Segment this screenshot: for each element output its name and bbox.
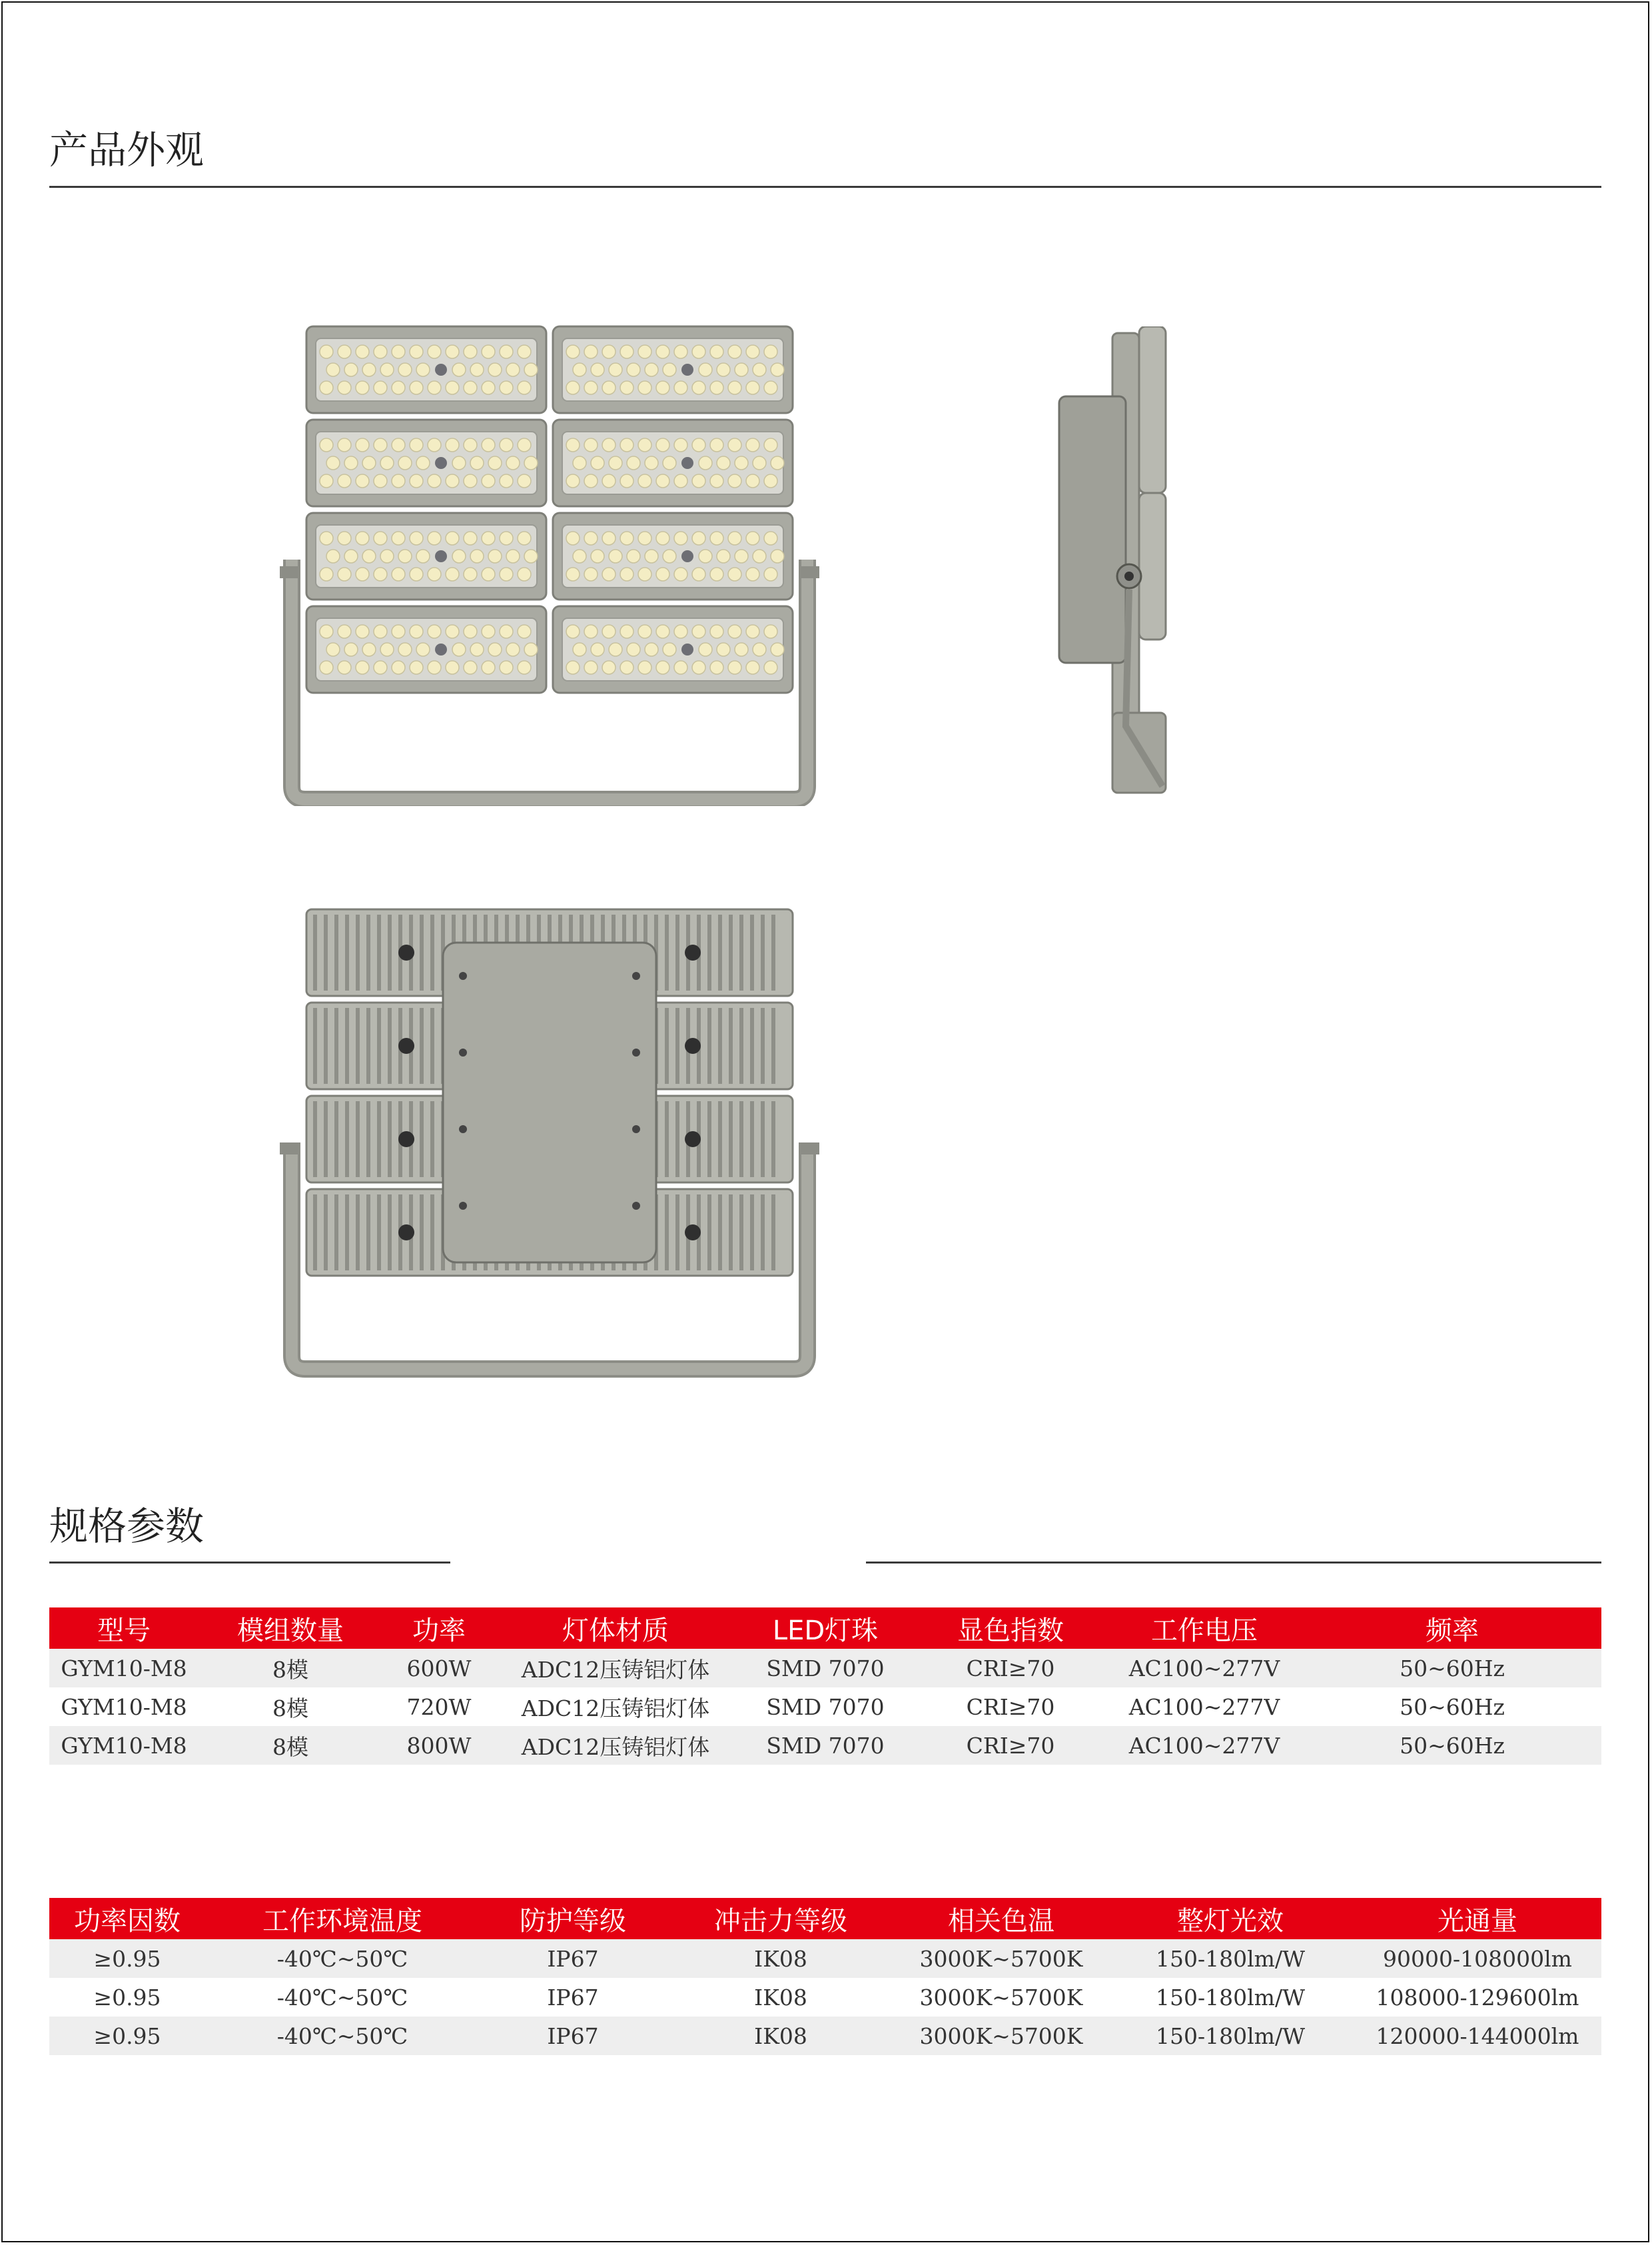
- table2-header: 功率因数: [49, 1898, 205, 1939]
- table-cell: 600W: [382, 1649, 496, 1687]
- table-cell: 3000K~5700K: [895, 1978, 1107, 2017]
- spec-table-1: [49, 1607, 1601, 1765]
- table-cell: AC100~277V: [1106, 1649, 1303, 1687]
- table1-header: 型号: [49, 1607, 199, 1649]
- table-cell: GYM10-M8: [49, 1687, 199, 1726]
- table-cell: 120000-144000lm: [1354, 2017, 1601, 2055]
- table-cell: IK08: [666, 2017, 895, 2055]
- table-cell: 90000-108000lm: [1354, 1939, 1601, 1978]
- table-row: [49, 1978, 1601, 2017]
- table-cell: 50~60Hz: [1303, 1726, 1601, 1765]
- table1-header-row: [49, 1607, 1601, 1649]
- table-cell: 150-180lm/W: [1107, 2017, 1354, 2055]
- table-cell: IP67: [480, 1939, 666, 1978]
- appearance-title: 产品外观: [49, 127, 205, 173]
- table-cell: ADC12压铸铝灯体: [496, 1726, 735, 1765]
- floodlight-back-view: [273, 903, 826, 1382]
- spec-rule-right: [866, 1562, 1601, 1564]
- table2-header: 整灯光效: [1107, 1898, 1354, 1939]
- table-cell: 3000K~5700K: [895, 1939, 1107, 1978]
- table2-header: 相关色温: [895, 1898, 1107, 1939]
- table-cell: 50~60Hz: [1303, 1687, 1601, 1726]
- table2-header-row: [49, 1898, 1601, 1939]
- table1-header: 功率: [382, 1607, 496, 1649]
- table-cell: 8模: [199, 1687, 382, 1726]
- table-cell: 108000-129600lm: [1354, 1978, 1601, 2017]
- table-row: [49, 1726, 1601, 1765]
- table-cell: -40℃~50℃: [205, 2017, 480, 2055]
- table1-header: 灯体材质: [496, 1607, 735, 1649]
- table-cell: 720W: [382, 1687, 496, 1726]
- table-cell: 8模: [199, 1726, 382, 1765]
- table2-header: 冲击力等级: [666, 1898, 895, 1939]
- spec-table-2: [49, 1898, 1601, 2055]
- table-cell: GYM10-M8: [49, 1726, 199, 1765]
- table-cell: 3000K~5700K: [895, 2017, 1107, 2055]
- table-cell: -40℃~50℃: [205, 1978, 480, 2017]
- table-cell: IK08: [666, 1939, 895, 1978]
- table-cell: 8模: [199, 1649, 382, 1687]
- table-row: [49, 1687, 1601, 1726]
- table-cell: CRI≥70: [915, 1687, 1106, 1726]
- table-cell: AC100~277V: [1106, 1687, 1303, 1726]
- table-cell: ≥0.95: [49, 1939, 205, 1978]
- table-cell: AC100~277V: [1106, 1726, 1303, 1765]
- table-cell: 150-180lm/W: [1107, 1939, 1354, 1978]
- table-cell: CRI≥70: [915, 1726, 1106, 1765]
- floodlight-front-view: [273, 320, 826, 806]
- table-cell: ≥0.95: [49, 1978, 205, 2017]
- table-cell: ADC12压铸铝灯体: [496, 1687, 735, 1726]
- table-cell: IK08: [666, 1978, 895, 2017]
- table1-header: 工作电压: [1106, 1607, 1303, 1649]
- appearance-rule: [49, 186, 1601, 188]
- table1-header: 显色指数: [915, 1607, 1106, 1649]
- floodlight-side-view: [1046, 326, 1199, 806]
- table-cell: GYM10-M8: [49, 1649, 199, 1687]
- table-cell: 50~60Hz: [1303, 1649, 1601, 1687]
- table-row: [49, 1939, 1601, 1978]
- table1-header: 频率: [1303, 1607, 1601, 1649]
- table-cell: 800W: [382, 1726, 496, 1765]
- table-cell: CRI≥70: [915, 1649, 1106, 1687]
- table-row: [49, 1649, 1601, 1687]
- table-cell: SMD 7070: [735, 1687, 915, 1726]
- table-cell: ADC12压铸铝灯体: [496, 1649, 735, 1687]
- table-cell: 150-180lm/W: [1107, 1978, 1354, 2017]
- table-cell: SMD 7070: [735, 1649, 915, 1687]
- table-cell: IP67: [480, 2017, 666, 2055]
- table2-header: 光通量: [1354, 1898, 1601, 1939]
- table-cell: IP67: [480, 1978, 666, 2017]
- table2-header: 防护等级: [480, 1898, 666, 1939]
- table-row: [49, 2017, 1601, 2055]
- table-cell: ≥0.95: [49, 2017, 205, 2055]
- table1-header: LED灯珠: [735, 1607, 915, 1649]
- table-cell: -40℃~50℃: [205, 1939, 480, 1978]
- spec-rule-left: [49, 1562, 450, 1564]
- table1-header: 模组数量: [199, 1607, 382, 1649]
- table2-header: 工作环境温度: [205, 1898, 480, 1939]
- table-cell: SMD 7070: [735, 1726, 915, 1765]
- spec-title: 规格参数: [49, 1504, 205, 1549]
